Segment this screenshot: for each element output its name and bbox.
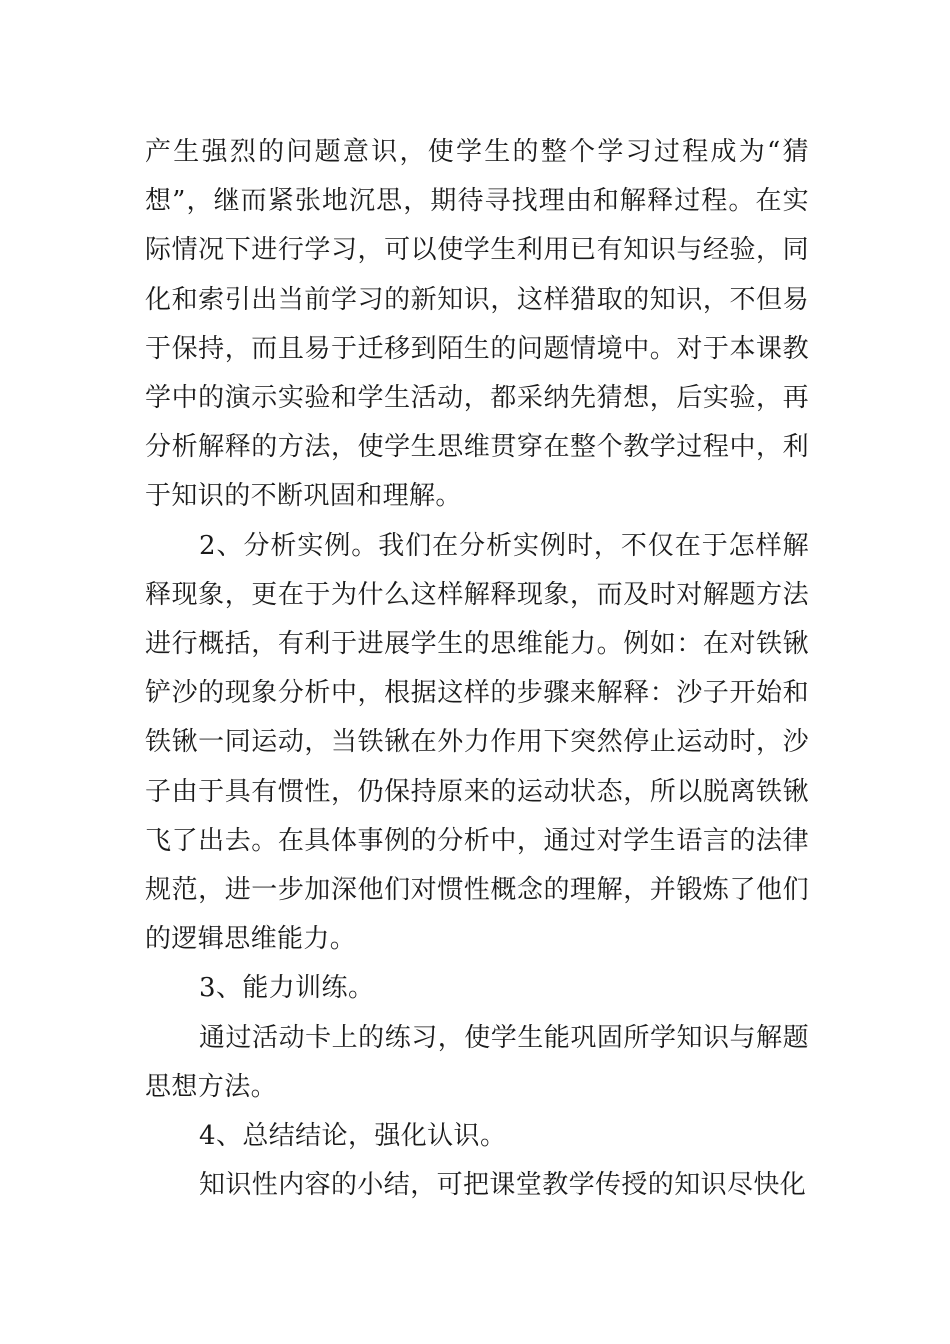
paragraph-knowledge-summary: 知识性内容的小结，可把课堂教学传授的知识尽快化 bbox=[199, 1170, 807, 1201]
section-heading-ability-training: 3、能力训练。 bbox=[199, 973, 375, 1004]
document-body bbox=[145, 128, 809, 1210]
section-heading-summary: 4、总结结论，强化认识。 bbox=[199, 1121, 507, 1152]
paragraph-activity-card: 通过活动卡上的练习，使学生能巩固所学知识与解题思想方法。 bbox=[145, 1022, 809, 1102]
paragraph-continuation: 产生强烈的问题意识，使学生的整个学习过程成为“猜想”，继而紧张地沉思，期待寻找理由和解释过程。在实际情况下进行学习，可以使学生利用已有知识与经验，同化和索引出当前学习的新知识，这样猎取的知识，不但易于保持，而且易于迁移到陌生的问题情境中。对于本课教学中的演示实验和学生活动，都采纳先猜想，后实验，再分析解释的方法，使学生思维贯穿在整个教学过程中，利于知识的不断巩固和理解。 bbox=[145, 137, 809, 512]
paragraph-analysis-examples: 2、分析实例。我们在分析实例时，不仅在于怎样解释现象，更在于为什么这样解释现象，而及时对解题方法进行概括，有利于进展学生的思维能力。例如：在对铁锹铲沙的现象分析中，根据这样的步骤来解释：沙子开始和铁锹一同运动，当铁锹在外力作用下突然停止运动时，沙子由于具有惯性，仍保持原来的运动状态，所以脱离铁锹飞了出去。在具体事例的分析中，通过对学生语言的法律规范，进一步加深他们对惯性概念的理解，并锻炼了他们的逻辑思维能力。 bbox=[145, 530, 809, 955]
